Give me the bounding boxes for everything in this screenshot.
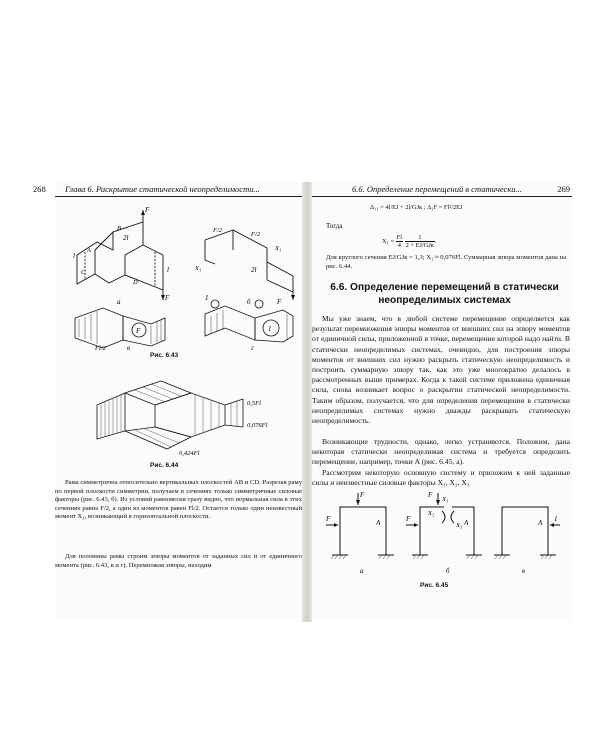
left-running-title: Глава 6. Раскрытие статической неопределимости... (65, 184, 260, 194)
fig-6-43-a-frame (77, 210, 163, 300)
fig-6-43-a-2l: 2l (123, 234, 129, 242)
fig-6-43-a-label-d: D (133, 279, 138, 286)
left-page (33, 182, 302, 622)
fig-6-43-a-label-c: C (81, 269, 86, 276)
fig-6-44-caption: Рис. 6.44 (150, 462, 179, 469)
formula-x1-den2: 2 + EJ/GJк (405, 242, 434, 249)
left-page-number: 268 (33, 184, 46, 194)
fig-6-43-a-label-b: B (117, 225, 121, 232)
formula-x1-suffix: . (434, 237, 437, 245)
right-paragraph-1: Мы уже знаем, что в любой системе перемещение определяется как результат перемножения эпюры моментов от внешних сил на эпюру моментов от единичной силы, приложенной в точке, перемещение которой надо найти. В статически неопределимых системах, очевидно, для построения эпюры моментов от внешних сил нужно раскрыть статическую неопределимость и построить суммарную эпюру так, как это уже многократно делалось в рассмотренных выше примерах. Когда к такой системе приложена единичная сила, снова возникает вопрос о раскрытии статической неопределимости. Таким образом, получается, что для определения перемещения в статически неопределимых системах нужно дважды раскрывать статическую неопределимость. (312, 314, 570, 426)
right-paragraph-2: Возникающие трудности, однако, легко устраняются. Положим, дана некоторая статически неопределимая система и требуется определить перемещение, например, точки A (рис. 6.45, а). (312, 437, 570, 467)
fig-6-44-m1: 0,5Fl (247, 400, 261, 407)
book-gutter (302, 182, 312, 622)
figure-6-45 (322, 487, 562, 597)
fig-6-43-b-x1: X₁ (195, 265, 202, 272)
fig-6-45-caption: Рис. 6.45 (420, 582, 449, 589)
left-running-header (33, 184, 302, 197)
fig-6-45-a-f-side: F (326, 515, 331, 523)
fig-6-43-a-force-bottom: F (165, 294, 170, 302)
fig-6-44-m3: 0,424Fl (179, 450, 200, 457)
fig-6-43-sub-b: б (247, 298, 251, 306)
fig-6-45-b-f-side: F (406, 515, 411, 523)
fig-6-43-caption: Рис. 6.43 (150, 352, 179, 359)
fig-6-43-g-diagram (205, 300, 293, 342)
figure-6-44 (75, 365, 275, 457)
fig-6-45-v-label-a: A (538, 519, 543, 527)
fig-6-43-b-force: F (277, 298, 282, 306)
fig-6-43-v-diagram (75, 308, 165, 348)
togda-label: Тогда (326, 222, 343, 230)
formula-x1-den1: 4 (397, 242, 401, 249)
formula-x1-num1: Fl (396, 234, 402, 241)
right-note: Для круглого сечения EJ/GJк = 1,3; X₁ ≈ 0,076Fl. Суммарная эпюра моментов дана на рис. 6.44. (326, 254, 566, 270)
fig-6-43-g-one: 1 (205, 294, 209, 302)
section-title: 6.6. Определение перемещений в статически неопределимых системах (330, 282, 559, 306)
fig-6-45-a-label-a: A (376, 519, 381, 527)
fig-6-43-a-label-a: A (87, 247, 91, 254)
fig-6-45-v-one: 1 (554, 515, 558, 523)
fig-6-45-x3: X₃ (456, 522, 463, 529)
fig-6-43-sub-g: г (251, 344, 254, 350)
formula-x1-lhs: X₁ = (382, 237, 395, 245)
fig-6-43-v-fl: Fl/2 (95, 345, 106, 350)
fig-6-45-sub-b: б (446, 567, 450, 575)
fig-6-43-a-force-top: F (145, 206, 150, 214)
right-running-title: 6.6. Определение перемещений в статически... (352, 184, 522, 194)
left-paragraph-2: Для половины рамы строим эпюры моментов от заданных сил и от единичного момента (рис. 6.43, в и г). Перемножая эпюры, находим (55, 553, 302, 569)
fig-6-43-b-frame (205, 230, 293, 292)
fig-6-44-m2: 0,076Fl (247, 422, 268, 429)
fig-6-45-b-label-a: A (464, 519, 469, 527)
fig-6-45-b-f-top: F (428, 491, 433, 499)
fig-6-43-a-l2: l (167, 266, 169, 274)
right-paragraph-3: Рассмотрим некоторую основную систему и приложим к ней заданные силы и неизвестные силовые факторы X₁, X₂, X₃ (312, 468, 570, 488)
fig-6-45-sub-v: в (522, 567, 526, 575)
formula-x1-num2: 1 (405, 234, 435, 242)
fig-6-43-b-x1b: X₁ (275, 245, 282, 252)
fig-6-45-sub-a: а (360, 567, 364, 575)
fig-6-45-a-f-top: F (360, 491, 365, 499)
fig-6-43-sub-v: в (127, 344, 131, 350)
right-page-number: 269 (557, 184, 570, 194)
left-paragraph-1: Рама симметрична относительно вертикальных плоскостей AB и CD. Разрезая раму по первой плоскости симметрии, получаем в сечениях только симметричные силовые факторы (рис. 6.43, б). Из условий равновесия сразу видно, что нормальная сила в этих сечениях равна F/2, а один из моментов равен Fl/2. Остается только один неизвестный момент X₁, возникающий в горизонтальной плоскости. (55, 479, 302, 521)
fig-6-43-v-f-circle: F (136, 327, 141, 335)
formula-x1 (382, 234, 437, 249)
fig-6-43-a-l1: l (73, 252, 75, 260)
fig-6-45-x1: X₁ (442, 496, 449, 503)
figure-6-43 (55, 200, 302, 350)
fig-6-43-b-half-f: F/2 (213, 227, 223, 234)
right-running-header (312, 184, 572, 197)
right-page (312, 182, 572, 622)
fig-6-45-x2: X₂ (428, 510, 435, 517)
fig-6-43-sub-a: а (117, 298, 121, 306)
fig-6-43-g-one-circle: 1 (268, 325, 272, 333)
fig-6-43-b-half-f-2: F/2 (251, 231, 261, 238)
formula-deltas: Δ₁₁ = 4l/EJ + 2l/GJк ; Δ₁F = Fl²/2EJ (370, 204, 463, 211)
fig-6-43-b-2l: 2l (251, 266, 257, 274)
